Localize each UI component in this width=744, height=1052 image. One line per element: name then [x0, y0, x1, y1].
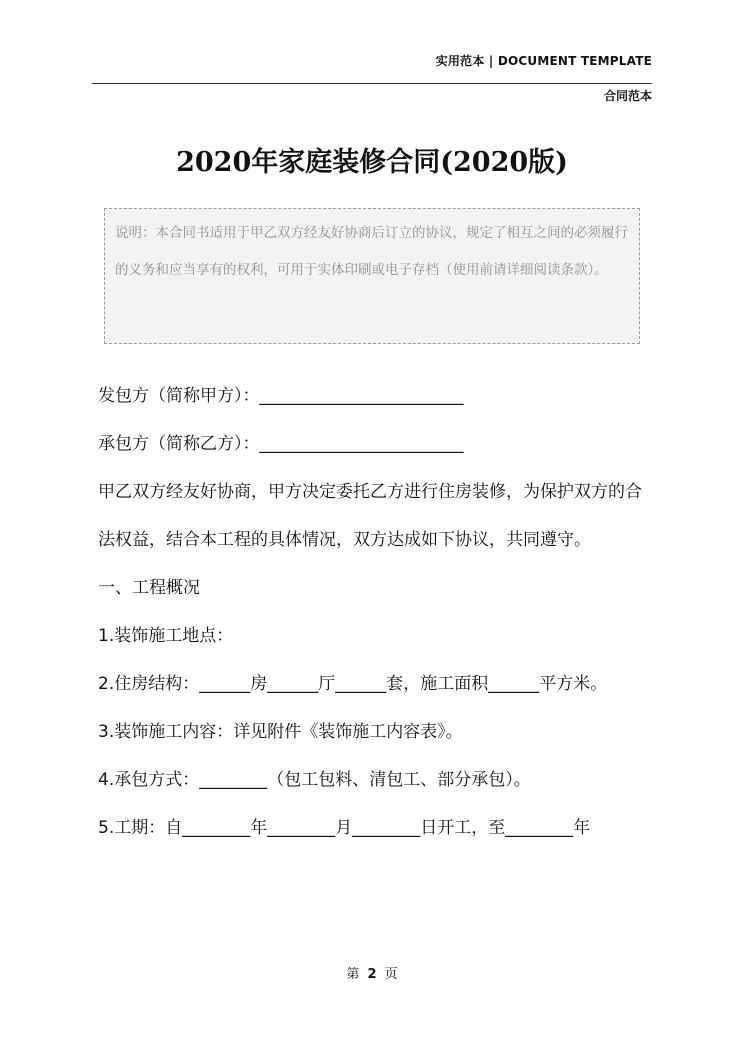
clause-item: 4.承包方式：________（包工包料、清包工、部分承包）。 — [98, 770, 531, 790]
party-a-line: 发包方（简称甲方）：________________________ — [98, 386, 464, 406]
clause-item: 3.装饰施工内容：详见附件《装饰施工内容表》。 — [98, 722, 463, 742]
document-title: 2020年家庭装修合同(2020版) — [176, 147, 568, 178]
preamble-paragraph: 甲乙双方经友好协商，甲方决定委托乙方进行住房装修，为保护双方的合法权益，结合本工程的具体情况，双方达成如下协议，共同遵守。 — [98, 482, 642, 550]
contract-body — [98, 372, 658, 852]
notice-box: 说明：本合同书适用于甲乙双方经友好协商后订立的协议，规定了相互之间的必须履行的义务和应当享有的权利，可用于实体印刷或电子存档（使用前请详细阅读条款）。 — [104, 208, 640, 344]
page-number: 2 — [367, 967, 377, 982]
header-template-label: 实用范本 | DOCUMENT TEMPLATE — [435, 54, 652, 68]
clause-item: 2.住房结构：______房______厅______套，施工面积______平方米。 — [98, 674, 608, 694]
section-heading: 一、工程概况 — [98, 578, 200, 598]
header-category-label: 合同范本 — [603, 89, 652, 103]
header-divider — [92, 83, 652, 84]
clause-item: 1.装饰施工地点： — [98, 626, 234, 646]
clause-item: 5.工期：自________年________月________日开工，至________年 — [98, 818, 591, 838]
party-b-line: 承包方（简称乙方）：________________________ — [98, 434, 464, 454]
page-footer — [0, 963, 744, 982]
page-prefix: 第 — [346, 967, 360, 982]
page-suffix: 页 — [384, 967, 398, 982]
